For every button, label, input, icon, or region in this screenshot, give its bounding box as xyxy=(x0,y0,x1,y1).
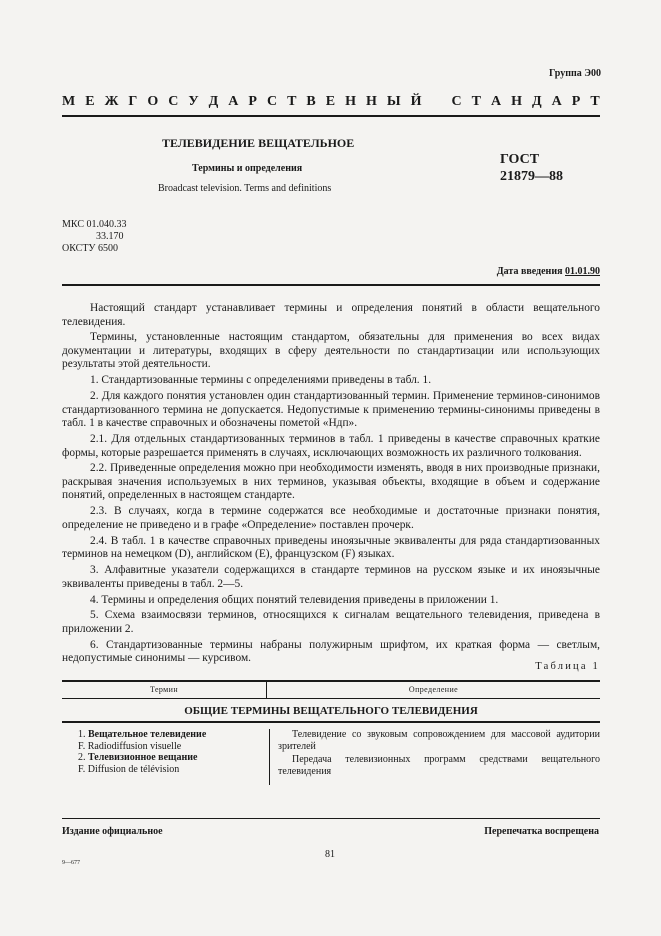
reprint-prohibited-note: Перепечатка воспрещена xyxy=(484,826,599,837)
term-number: 2. xyxy=(78,752,86,763)
paragraph: 5. Схема взаимосвязи терминов, относящихся к сигналам вещательного телевидения, приведена в приложении 2. xyxy=(62,609,600,635)
date-rule xyxy=(62,284,600,286)
term-definition: Передача телевизионных программ средствами вещательного телевидения xyxy=(278,754,600,777)
term-column xyxy=(62,729,269,785)
classification-codes xyxy=(62,219,126,255)
standard-subtitle: Термины и определения xyxy=(192,163,303,174)
introduction-date-label: Дата введения xyxy=(496,266,563,277)
table-rows xyxy=(62,729,600,785)
header-rule xyxy=(62,115,600,117)
heading-letter: Д xyxy=(208,94,219,109)
heading-letter: Н xyxy=(345,94,356,109)
heading-letter: У xyxy=(188,94,199,109)
table-label: Таблица 1 xyxy=(535,661,600,672)
heading-letter: Ж xyxy=(104,94,119,109)
paragraph: 6. Стандартизованные термины набраны полужирным шрифтом, их краткая форма — светлым, недопустимые синонимы — курсивом. xyxy=(62,638,600,665)
gost-designation xyxy=(500,151,563,185)
heading-letter: С xyxy=(266,94,278,109)
introduction-date-value: 01.01.90 xyxy=(565,266,600,277)
gost-label: ГОСТ xyxy=(500,152,540,167)
heading-letter: С xyxy=(451,94,462,109)
heading-letter: Й xyxy=(410,94,422,109)
paragraph: 4. Термины и определения общих понятий телевидения приведены в приложении 1. xyxy=(90,593,499,606)
standard-type-heading xyxy=(62,94,600,110)
heading-letter: Т xyxy=(471,94,481,109)
paragraph: 2.3. В случаях, когда в термине содержатся все необходимые и достаточные признаки понятия, определение не приведено и в графе «Определение» поставлен прочерк. xyxy=(62,505,600,531)
print-code: 9—677 xyxy=(62,860,80,866)
footer-rule xyxy=(62,818,600,819)
heading-letter: В xyxy=(306,94,316,109)
heading-letter: Н xyxy=(366,94,377,109)
term-foreign-equivalent: F. Diffusion de télévision xyxy=(78,763,180,775)
paragraph: Термины, установленные настоящим стандартом, обязательны для применения во всех видах документации и литературы, входящих в сферу деятельности по стандартизации или использующих результаты этой деятельности. xyxy=(62,331,600,371)
heading-letter: А xyxy=(228,94,239,109)
paragraph: 2.1. Для отдельных стандартизованных терминов в табл. 1 приведены в качестве справочных краткие формы, которые разрешается применять в случаях, исключающих возможность их различного толкования. xyxy=(62,433,600,459)
heading-letter: А xyxy=(551,94,562,109)
heading-letter: О xyxy=(147,94,159,109)
body-text xyxy=(62,302,600,668)
heading-letter: Ы xyxy=(386,94,401,109)
definition-column xyxy=(269,729,600,785)
standard-title: ТЕЛЕВИДЕНИЕ ВЕЩАТЕЛЬНОЕ xyxy=(162,136,355,150)
okstu-code: ОКСТУ 6500 xyxy=(62,243,119,254)
term-entry xyxy=(78,729,269,741)
term-name: Телевизионное вещание xyxy=(88,752,198,763)
column-header-definition: Определение xyxy=(408,685,459,694)
group-label: Группа Э00 xyxy=(549,68,601,79)
heading-letter: Т xyxy=(590,94,600,109)
paragraph: 2. Для каждого понятия установлен один стандартизованный термин. Применение терминов-синонимов стандартизованного термина не допускается. Недопустимые к применению термины-синонимы приведены в табл. 1 в качестве справочных и обозначены пометой «Ндп». xyxy=(62,390,600,430)
paragraph: Настоящий стандарт устанавливает термины и определения понятий в области вещательного телевидения. xyxy=(62,302,600,328)
heading-letter: Д xyxy=(532,94,542,109)
paragraph: 3. Алфавитные указатели содержащихся в стандарте терминов на русском языке и их иноязычные эквиваленты приведены в табл. 2—5. xyxy=(62,564,600,590)
standard-english-title: Broadcast television. Terms and definitions xyxy=(158,183,332,194)
paragraph: 2.4. В табл. 1 в качестве справочных приведены иноязычные эквиваленты для ряда стандартизованных терминов на немецком (D), английском (E), французском (F) языках. xyxy=(62,534,600,561)
heading-letter: Е xyxy=(85,94,95,109)
gost-number: 21879—88 xyxy=(500,169,563,184)
heading-letter: Р xyxy=(248,94,257,109)
term-definition: Телевидение со звуковым сопровождением для массовой аудитории зрителей xyxy=(278,729,600,752)
heading-letter: А xyxy=(491,94,502,109)
official-edition-note: Издание официальное xyxy=(62,826,163,837)
term-number: 1. xyxy=(78,729,86,740)
table-section-title: ОБЩИЕ ТЕРМИНЫ ВЕЩАТЕЛЬНОГО ТЕЛЕВИДЕНИЯ xyxy=(62,705,600,723)
heading-letter: Г xyxy=(128,94,138,109)
term-name: Вещательное телевидение xyxy=(88,729,207,740)
mks-code: МКС 01.040.33 xyxy=(62,219,127,230)
column-header-term: Термин xyxy=(62,682,267,698)
term-foreign-equivalent: F. Radiodiffusion visuelle xyxy=(78,740,182,752)
heading-letter: Е xyxy=(325,94,336,109)
paragraph: 1. Стандартизованные термины с определениями приведены в табл. 1. xyxy=(90,374,432,387)
table-header xyxy=(62,680,600,699)
terms-table xyxy=(62,680,600,785)
term-entry xyxy=(78,752,269,764)
heading-letter: М xyxy=(62,94,76,109)
heading-letter: Р xyxy=(571,94,581,109)
mks-code-second: 33.170 xyxy=(96,231,124,242)
introduction-date xyxy=(497,266,600,277)
page-number: 81 xyxy=(325,849,335,860)
paragraph: 2.2. Приведенные определения можно при необходимости изменять, вводя в них производные признаки, раскрывая значения используемых в них терминов, указывая объекты, входящие в объем и содержание понятий, определенных в настоящем стандарте. xyxy=(62,462,600,502)
heading-letter: С xyxy=(168,94,179,109)
heading-letter: Н xyxy=(511,94,523,109)
heading-letter: Т xyxy=(287,94,297,109)
